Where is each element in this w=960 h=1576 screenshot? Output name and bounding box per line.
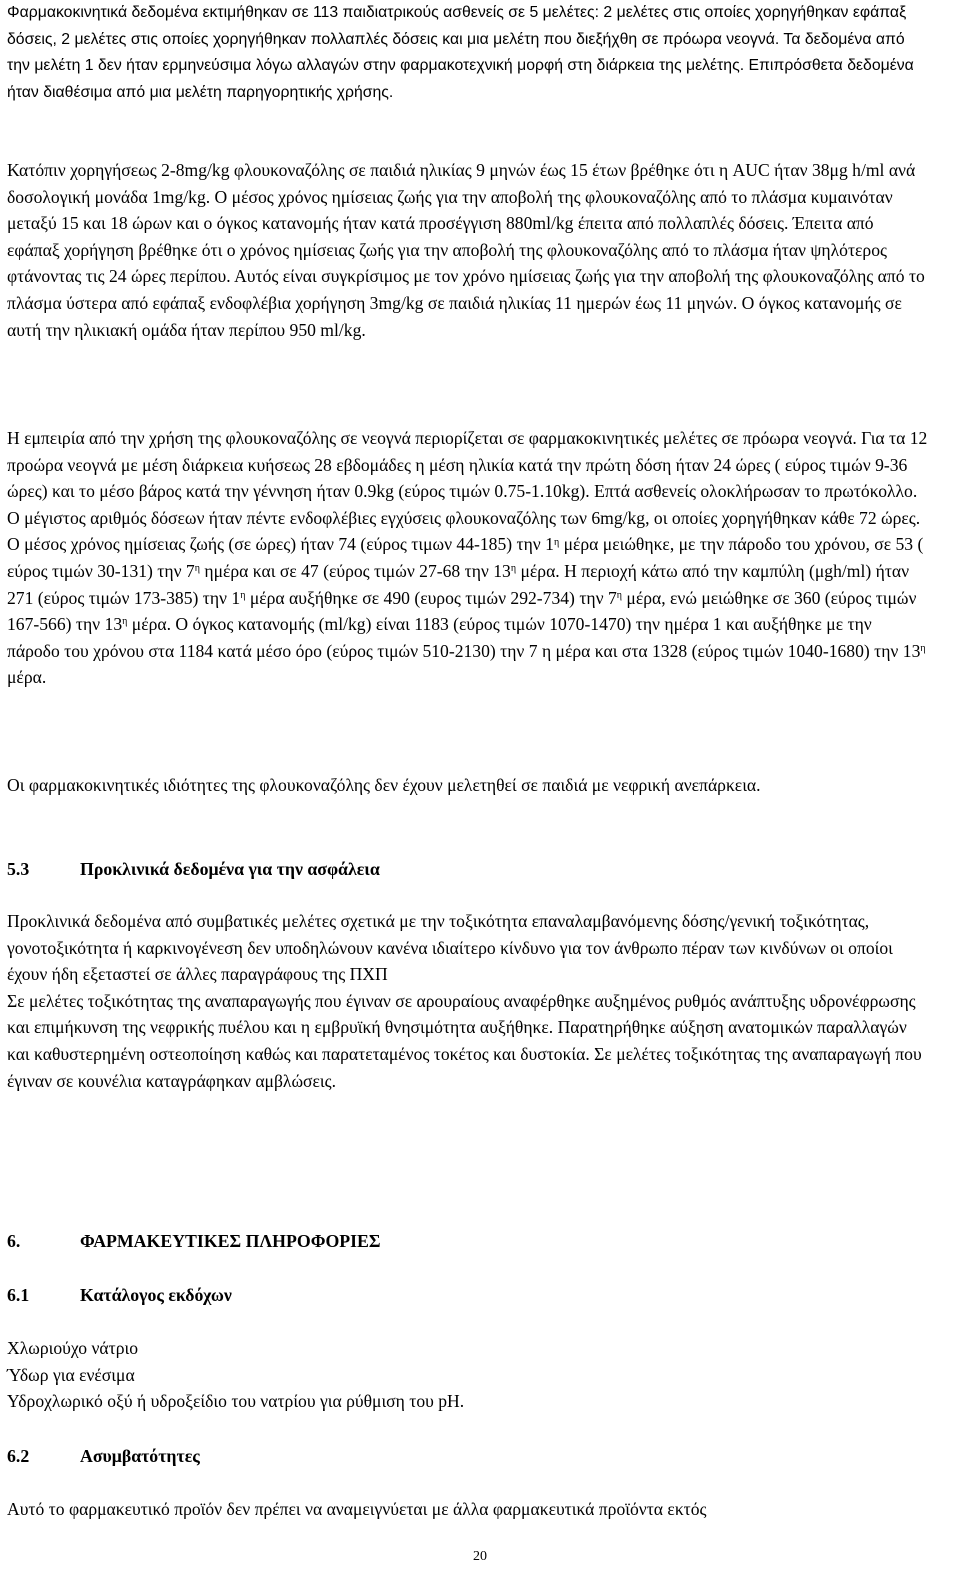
section-title: Ασυμβατότητες	[80, 1446, 200, 1466]
paragraph-text: Σε μελέτες τοξικότητας της αναπαραγωγής που έγιναν σε αρουραίους αναφέρθηκε αυξημένος ρυθμός ανάπτυξης υδρονέφρωσης και επιμήκυνση της νεφρικής πυέλου και η εμβρυϊκή θνησιμότητα αυξήθηκε. Παρατηρήθηκε αύξηση ανατομικών παραλλαγών και καθυστερημένη οστεοποίηση καθώς και παρατεταμένος τοκέτος και δυστοκία. Σε μελέτες τοξικότητας της αναπαραγωγή που έγιναν σε κουνέλια καταγράφηκαν αμβλώσεις.	[7, 990, 922, 1091]
section-number: 6.	[7, 1231, 21, 1251]
excipients-list	[7, 1335, 464, 1415]
paragraph-pk-studies	[7, 0, 928, 106]
text-run: μέρα.	[7, 667, 47, 688]
list-item: Χλωριούχο νάτριο	[7, 1338, 139, 1358]
section-title: Προκλινικά δεδομένα για την ασφάλεια	[80, 859, 380, 879]
superscript: η	[616, 589, 622, 601]
paragraph-text: Οι φαρμακοκινητικές ιδιότητες της φλουκοναζόλης δεν έχουν μελετηθεί σε παιδιά με νεφρική ανεπάρκεια.	[7, 775, 761, 795]
text-run: μέρα αυξήθηκε σε 490 (ευρος τιμών 292-734) την 7	[245, 587, 617, 608]
superscript: η	[194, 563, 200, 575]
superscript: η	[553, 536, 560, 548]
section-heading-6-1	[7, 1282, 232, 1308]
text-run: μέρα. Ο όγκος κατανομής (ml/kg) είναι 1183 (εύρος τιμών 1070-1470) την ημέρα 1 και αυξήθηκε με την πάροδο του χρόνου στα 1184 κατά μέσο όρο (εύρος τιμών 510-2130) την 7 η μέρα και στα 1328 (εύρος τιμών 1040-1680) την 13	[7, 614, 921, 661]
section-heading-6-2	[7, 1443, 200, 1469]
list-item: Ύδωρ για ενέσιμα	[7, 1364, 135, 1385]
section-heading-6	[7, 1228, 381, 1254]
superscript: η	[122, 616, 128, 628]
paragraph-text: Φαρμακοκινητικά δεδομένα εκτιμήθηκαν σε 113 παιδιατρικούς ασθενείς σε 5 μελέτες: 2 μελέτες στις οποίες χορηγήθηκαν εφάπαξ δόσεις, 2 μελέτες στις οποίες χορηγήθηκαν πολλαπλές δόσεις και μια μελέτη που διεξήχθη σε πρόωρα νεογνά. Τα δεδομένα από την μελέτη 1 δεν ήταν ερμηνεύσιμα λόγω αλλαγών στην φαρμακοτεχνική μορφή στη διάρκεια της μελέτης. Επιπρόσθετα δεδομένα ήταν διαθέσιμα από μια μελέτη παρηγορητικής χρήσης.	[7, 4, 914, 101]
text-run: μέρα μειώθηκε, με την πάροδο του χρόνου, σε 53 ( εύρος τιμών 30-131) την 7	[7, 534, 924, 581]
section-title: ΦΑΡΜΑΚΕΥΤΙΚΕΣ ΠΛΗΡΟΦΟΡΙΕΣ	[80, 1231, 381, 1251]
list-item: Υδροχλωρικό οξύ ή υδροξείδιο του νατρίου για ρύθμιση του pH.	[7, 1391, 465, 1412]
paragraph-pk-neonates	[7, 425, 928, 691]
section-number: 6.1	[7, 1285, 30, 1305]
paragraph-renal	[7, 772, 928, 799]
paragraph-text: Κατόπιν χορηγήσεως 2-8mg/kg φλουκοναζόλης σε παιδιά ηλικίας 9 μηνών έως 15 έτων βρέθηκε ότι η AUC ήταν 38μg h/ml ανά δοσολογική μονάδα 1mg/kg. Ο μέσος χρόνος ημίσειας ζωής για την αποβολή της φλουκοναζόλης από το πλάσμα κυμαινόταν μεταξύ 15 και 18 ώρων και ο όγκος κατανομής ήταν κατά προσέγγιση 880ml/kg έπειτα από πολλαπλές δόσεις. Έπειτα από εφάπαξ χορήγηση βρέθηκε ότι ο χρόνος ημίσειας ζωής για την αποβολή της φλουκοναζόλης από το πλάσμα ήταν ψηλότερος φτάνοντας τις 24 ώρες περίπου. Αυτός είναι συγκρίσιμος με τον χρόνο ημίσειας ζωής για την αποβολή της φλουκοναζόλης από το πλάσμα ύστερα από εφάπαξ ενδοφλέβια χορήγηση 3mg/kg σε παιδιά ηλικίας 11 ημερών έως 11 μηνών. Ο όγκος κατανομής σε αυτή την ηλικιακή ομάδα ήταν περίπου 950 ml/kg.	[7, 160, 925, 340]
paragraph-incompatibilities	[7, 1496, 928, 1523]
paragraph-text: Προκλινικά δεδομένα από συμβατικές μελέτες σχετικά με την τοξικότητα επαναλαμβανόμενης δόσης/γενική τοξικότητας, γονοτοξικότητα ή καρκινογένεση δεν υποδηλώνουν κανένα ιδιαίτερο κίνδυνο για τον άνθρωπο πέραν των κινδύνων οι οποίοι έχουν ήδη εξεταστεί σε άλλες παραγράφους της ΠΧΠ	[7, 911, 893, 985]
section-title: Κατάλογος εκδόχων	[80, 1285, 232, 1305]
paragraph-text: Αυτό το φαρμακευτικό προϊόν δεν πρέπει να αναμειγνύεται με άλλα φαρμακευτικά προϊόντα εκτός	[7, 1499, 707, 1519]
superscript: η	[510, 563, 517, 575]
paragraph-preclinical	[7, 908, 928, 1094]
section-number: 5.3	[7, 859, 30, 879]
section-heading-5-3	[7, 856, 380, 882]
text-run: Η εμπειρία από την χρήση της φλουκοναζόλης σε νεογνά περιορίζεται σε φαρμακοκινητικές μελέτες σε πρόωρα νεογνά. Για τα 12 προώρα νεογνά με μέση διάρκεια κυήσεως 28 εβδομάδες η μέση ηλικία κατά την πρώτη δόση ήταν 24 ώρες ( εύρος τιμών 9-36 ώρες) και το μέσο βάρος κατά την γέννηση ήταν 0.9kg (εύρος τιμών 0.75-1.10kg). Επτά ασθενείς ολοκλήρωσαν το πρωτόκολλο. Ο μέγιστος αριθμός δόσεων ήταν πέντε ενδοφλέβιες εγχύσεις φλουκοναζόλης των 6mg/kg, οι οποίες χορηγήθηκαν κάθε 72 ώρες. Ο μέσος χρόνος ημίσειας ζωής (σε ώρες) ήταν 74 (εύρος τιμων 44-185) την 1	[7, 428, 928, 555]
paragraph-pk-children	[7, 157, 928, 343]
text-run: ημέρα και σε 47 (εύρος τιμών 27-68 την 13	[199, 560, 511, 581]
paragraph-text	[7, 425, 928, 691]
superscript: η	[240, 589, 246, 601]
text-run: μέρα, ενώ μειώθηκε σε 360 (εύρος τιμών 167-566) την 13	[7, 587, 917, 635]
page-number: 20	[473, 1549, 487, 1564]
section-number: 6.2	[7, 1446, 30, 1466]
superscript: η	[920, 642, 926, 654]
text-run: μέρα. Η περιοχή κάτω από την καμπύλη (μgh/ml) ήταν 271 (εύρος τιμών 173-385) την 1	[7, 560, 910, 608]
